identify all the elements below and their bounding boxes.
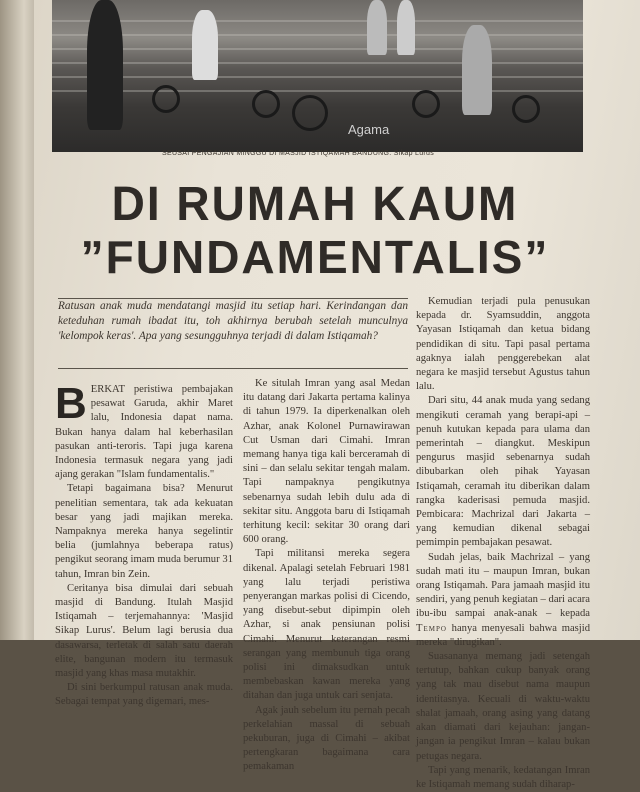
paragraph: Ceritanya bisa dimulai dari sebuah masjid di Bandung. Itulah Masjid Istiqamah – terjemahannya: 'Masjid Sikap Lurus'. Belum lagi berusia dua dasawarsa, terletak di salah satu daerah elite, bangunan modern itu termasuk masjid yang khas masa mutakhir.	[55, 582, 233, 680]
paragraph: Tapi yang menarik, kedatangan Imran ke Istiqamah memang sudah diharap-	[416, 764, 590, 790]
paragraph: Sudah jelas, baik Machrizal – yang sudah mati itu – maupun Imran, bukan orang Istiqamah. Para jamaah masjid itu sendiri, yang penuh kegiatan – dari acara ibu-ibu sampai anak-anak – kepada Tempo hanya menyesali bahwa masjid mereka "dirugikan".	[416, 551, 590, 648]
lead-bottom-rule	[58, 368, 408, 369]
article-column-1	[55, 379, 233, 710]
paragraph: Suasananya memang jadi setengah tertutup, bahkan cukup banyak orang yang tak mau disebut nama maupun identitasnya. Kecuali di waktu-waktu shalat jamaah, orang asing yang datang akan diamati dari kejauhan: jangan-jangan ia pengikut Imran – kalau bukan petugas negara.	[416, 651, 590, 762]
photo-credit: Sikap Lurus	[393, 150, 435, 157]
article-photo	[52, 0, 583, 152]
paragraph: Di sini berkumpul ratusan anak muda. Sebagai tempat yang digemari, mes-	[55, 682, 233, 708]
paragraph: Tapi militansi mereka segera dikenal. Apalagi setelah Februari 1981 yang lalu terjadi peristiwa penyerangan markas polisi di Cicendo, yang disebut-sebut dipimpin oleh Azhar, si anak pensiunan polisi Cimahi. Menurut keterangan resmi serangan yang membunuh tiga orang polisi ini dimaksudkan untuk membebaskan kawan mereka yang ditahan dan juga untuk cari senjata.	[243, 548, 410, 702]
paragraph: Tetapi bagaimana bisa? Menurut penelitian sementara, tak ada kekuatan besar yang jadi majikan mereka. Nampaknya mereka hanya segelintir belia (jumlahnya beberapa ratus) pengikut seorang imam muda berumur 31 tahun, Imran bin Zein.	[55, 483, 233, 580]
headline-line-1: DI RUMAH KAUM	[111, 175, 519, 231]
lead-paragraph: Ratusan anak muda mendatangi masjid itu setiap hari. Kerindangan dan keteduhan rumah ibadat itu, toh akhirnya berubah setelah munculnya 'kelompok keras'. Apa yang sesungguhnya terjadi di dalam Istiqamah?	[58, 300, 408, 342]
paragraph: BERKAT peristiwa pembajakan pesawat Garuda, akhir Maret lalu, Indonesia dapat nama. Bukan hanya dalam hal keberhasilan pasukan anti-teroris. Tapi juga karena Indonesia termasuk negara yang jadi ajang gerakan "Islam fundamentalis."	[55, 379, 233, 481]
paragraph: Ke situlah Imran yang asal Medan itu datang dari Jakarta pertama kalinya di tahun 1979. Ia diperkenalkan oleh Azhar, anak Kolonel Purnawirawan Cut Usman dari Cimahi. Imran memang hanya tiga kali berceramah di sini – dan selalu sekitar tengah malam. Tapi nampaknya pengikutnya sebenarnya sudah lebih dulu ada di sekitar situ. Anggota baru di Istiqamah terhitung kecil: sekitar 30 orang dari 600 orang.	[243, 378, 410, 546]
magazine-name: Tempo	[416, 622, 447, 634]
paragraph: Kemudian terjadi pula penusukan kepada dr. Syamsuddin, anggota Yayasan Istiqamah dan ketua bidang pendidikan di situ. Tapi pasal pertama agaknya ialah penggerebekan alat negara ke masjid tersebut Agustus tahun lalu.	[416, 296, 590, 393]
photo-caption: SEUSAI PENGAJIAN MINGGU DI MASJID ISTIQAMAH BANDUNG. Sikap Lurus	[162, 150, 435, 157]
drop-cap: B	[55, 379, 87, 428]
paragraph: Dari situ, 44 anak muda yang sedang mengikuti ceramah yang berapi-api – penuh kutukan kepada para ulama dan pemerintah – diangkut. Meskipun pengurus masjid sebenarnya sudah dibubarkan oleh pihak Yayasan Istiqamah, ceramah itu diberikan dalam rangka kaderisasi pemuda masjid. Pembicara: Machrizal dari Jakarta – yang kemudian dikenal sebagai pemimpin pembajakan pesawat.	[416, 395, 590, 549]
photo-watermark: Agama	[348, 122, 390, 137]
article-column-2	[243, 377, 410, 775]
article-column-3	[416, 295, 590, 792]
paragraph: Agak jauh sebelum itu pernah pecah perkelahian massal di sebuah pekuburan, juga di Cimahi – akibat pertengkaran bagaimana cara pemakaman	[243, 704, 410, 773]
headline-line-2: ”FUNDAMENTALIS”	[80, 231, 550, 283]
